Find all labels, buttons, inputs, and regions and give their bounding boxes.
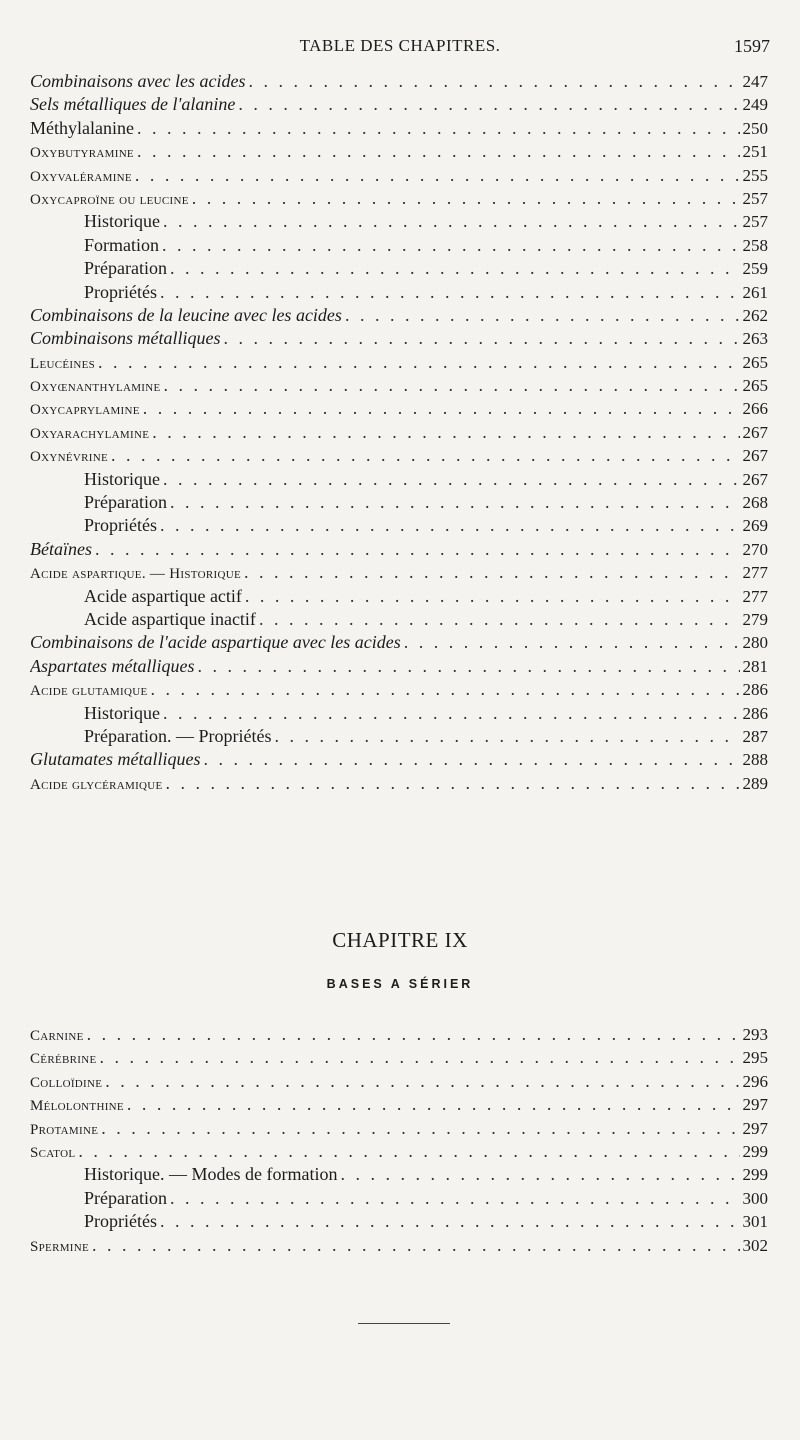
- toc-entry-label: Propriétés: [84, 515, 157, 536]
- dot-leader: [238, 93, 739, 116]
- toc-entry-label: Acide aspartique inactif: [84, 608, 256, 629]
- dot-leader: [152, 421, 739, 444]
- toc-entry-page: 267: [742, 446, 768, 466]
- toc-entry-page: 268: [742, 493, 768, 513]
- toc-entry: [30, 1234, 768, 1257]
- toc-entry-page: 288: [742, 750, 768, 770]
- running-title: TABLE DES CHAPITRES.: [299, 36, 501, 55]
- closing-rule: [358, 1323, 450, 1324]
- toc-entry: [30, 1070, 768, 1093]
- toc-entry-page: 280: [742, 633, 768, 653]
- dot-leader: [160, 281, 740, 304]
- toc-entry-page: 257: [742, 188, 768, 208]
- toc-entry: [30, 374, 768, 397]
- toc-entry-page: 261: [742, 282, 768, 302]
- toc-entry: [30, 210, 768, 233]
- dot-leader: [98, 351, 739, 374]
- toc-entry-label: Méthylalanine: [30, 117, 134, 138]
- toc-entry: [30, 187, 768, 210]
- dot-leader: [245, 585, 740, 608]
- toc-entry-label: Oxycaproïne ou leucine: [30, 191, 189, 208]
- toc-entry: [30, 1140, 768, 1163]
- toc-entry: [30, 585, 768, 608]
- toc-entry: [30, 1023, 768, 1046]
- toc-entry-page: 289: [742, 773, 768, 793]
- toc-entry-label: Mélolonthine: [30, 1098, 124, 1115]
- toc-entry: [30, 655, 768, 678]
- toc-entry-page: 255: [742, 165, 768, 185]
- toc-entry-page: 281: [742, 656, 768, 676]
- toc-entry: [30, 1117, 768, 1140]
- dot-leader: [92, 1234, 739, 1257]
- toc-entry-page: 302: [742, 1235, 768, 1255]
- toc-entry-label: Propriétés: [84, 281, 157, 302]
- toc-section-2: [30, 1023, 768, 1257]
- dot-leader: [244, 561, 740, 584]
- toc-entry-label: Acide aspartique. — Historique: [30, 566, 241, 583]
- toc-entry-page: 267: [742, 469, 768, 489]
- chapter-heading: CHAPITRE IX: [332, 928, 468, 952]
- dot-leader: [160, 514, 740, 537]
- toc-entry: [30, 1187, 768, 1210]
- toc-entry-label: Oxycaprylamine: [30, 402, 140, 419]
- toc-entry-page: 251: [742, 142, 768, 162]
- dot-leader: [164, 374, 740, 397]
- toc-entry: [30, 70, 768, 93]
- toc-entry-label: Oxybutyramine: [30, 145, 134, 162]
- toc-entry-page: 263: [742, 329, 768, 349]
- toc-entry-page: 257: [742, 212, 768, 232]
- toc-entry: [30, 351, 768, 374]
- toc-entry: [30, 421, 768, 444]
- toc-entry: [30, 748, 768, 771]
- dot-leader: [163, 468, 740, 491]
- toc-entry-page: 265: [742, 352, 768, 372]
- toc-entry-page: 300: [742, 1188, 768, 1208]
- toc-entry-label: Carnine: [30, 1028, 84, 1044]
- page-number: 1597: [734, 36, 770, 56]
- toc-entry-label: Bétaïnes: [30, 538, 92, 559]
- dot-leader: [166, 772, 740, 795]
- toc-entry: [30, 1093, 768, 1116]
- toc-entry: [30, 281, 768, 304]
- dot-leader: [160, 1210, 740, 1233]
- dot-leader: [143, 397, 740, 420]
- dot-leader: [87, 1023, 740, 1046]
- dot-leader: [135, 164, 740, 187]
- dot-leader: [345, 304, 740, 327]
- dot-leader: [198, 655, 740, 678]
- toc-entry-page: 277: [742, 586, 768, 606]
- toc-entry-label: Formation: [84, 234, 159, 255]
- toc-entry: [30, 1210, 768, 1233]
- toc-entry-page: 250: [742, 118, 768, 138]
- dot-leader: [111, 444, 740, 467]
- dot-leader: [340, 1163, 739, 1186]
- toc-entry-label: Historique: [84, 702, 160, 723]
- toc-entry: [30, 561, 768, 584]
- toc-entry-page: 259: [742, 259, 768, 279]
- toc-entry: [30, 234, 768, 257]
- toc-entry-page: 301: [742, 1212, 768, 1232]
- toc-entry-page: 266: [742, 399, 768, 419]
- dot-leader: [203, 748, 739, 771]
- toc-entry: [30, 327, 768, 350]
- toc-entry-label: Historique. — Modes de formation: [84, 1164, 338, 1185]
- toc-entry-label: Historique: [84, 468, 160, 489]
- toc-entry-label: Propriétés: [84, 1211, 157, 1232]
- toc-entry-label: Historique: [84, 211, 160, 232]
- dot-leader: [163, 210, 740, 233]
- toc-entry-page: 299: [742, 1141, 768, 1161]
- dot-leader: [170, 1187, 740, 1210]
- toc-entry: [30, 140, 768, 163]
- toc-entry-label: Scatol: [30, 1144, 76, 1161]
- toc-entry: [30, 444, 768, 467]
- toc-entry: [30, 1046, 768, 1069]
- toc-entry: [30, 397, 768, 420]
- toc-section-1: [30, 70, 768, 795]
- toc-entry: [30, 514, 768, 537]
- toc-entry-label: Préparation. — Propriétés: [84, 725, 272, 746]
- toc-entry: [30, 164, 768, 187]
- toc-entry-label: Acide aspartique actif: [84, 585, 242, 606]
- toc-entry-page: 270: [742, 539, 768, 559]
- dot-leader: [170, 491, 740, 514]
- toc-entry-label: Oxynévrine: [30, 449, 108, 466]
- toc-entry: [30, 772, 768, 795]
- toc-entry: [30, 538, 768, 561]
- toc-entry-label: Cérébrine: [30, 1051, 97, 1068]
- dot-leader: [137, 140, 740, 163]
- toc-entry: [30, 257, 768, 280]
- toc-entry-label: Acide glycéramique: [30, 776, 163, 793]
- toc-entry-label: Oxyarachylamine: [30, 425, 150, 442]
- toc-entry-page: 247: [742, 72, 768, 91]
- toc-entry-label: Leucéines: [30, 355, 96, 372]
- toc-entry-page: 262: [742, 305, 768, 325]
- toc-entry-page: 299: [742, 1165, 768, 1185]
- toc-entry: [30, 678, 768, 701]
- toc-entry-label: Oxyvaléramine: [30, 168, 132, 185]
- toc-entry: [30, 631, 768, 654]
- toc-entry-label: Aspartates métalliques: [30, 655, 195, 676]
- dot-leader: [248, 70, 739, 93]
- dot-leader: [274, 725, 739, 748]
- toc-entry-label: Préparation: [84, 1187, 167, 1208]
- toc-entry-page: 287: [742, 726, 768, 746]
- toc-entry: [30, 608, 768, 631]
- dot-leader: [224, 327, 740, 350]
- toc-entry-page: 265: [742, 376, 768, 396]
- toc-entry-page: 286: [742, 680, 768, 700]
- dot-leader: [105, 1070, 739, 1093]
- toc-entry-label: Combinaisons de l'acide aspartique avec les acides: [30, 632, 401, 653]
- toc-entry-label: Glutamates métalliques: [30, 749, 201, 770]
- toc-entry: [30, 304, 768, 327]
- toc-entry-label: Combinaisons de la leucine avec les acides: [30, 304, 342, 325]
- toc-entry-label: Préparation: [84, 492, 167, 513]
- toc-entry-page: 293: [742, 1025, 768, 1044]
- dot-leader: [163, 702, 740, 725]
- page-header: [30, 36, 770, 60]
- toc-entry-label: Protamine: [30, 1121, 99, 1138]
- toc-entry-label: Acide glutamique: [30, 683, 148, 700]
- toc-entry-page: 277: [742, 563, 768, 583]
- dot-leader: [99, 1046, 739, 1069]
- toc-entry-page: 286: [742, 703, 768, 723]
- toc-entry-label: Préparation: [84, 258, 167, 279]
- chapter-subtitle: BASES A SÉRIER: [326, 977, 474, 991]
- dot-leader: [404, 631, 740, 654]
- dot-leader: [101, 1117, 739, 1140]
- toc-entry-label: Colloïdine: [30, 1074, 103, 1091]
- toc-entry-page: 258: [742, 235, 768, 255]
- toc-entry: [30, 702, 768, 725]
- toc-entry: [30, 491, 768, 514]
- dot-leader: [78, 1140, 739, 1163]
- dot-leader: [259, 608, 740, 631]
- toc-entry-page: 297: [742, 1095, 768, 1115]
- toc-entry: [30, 468, 768, 491]
- dot-leader: [137, 117, 740, 140]
- toc-entry: [30, 117, 768, 140]
- toc-entry-page: 296: [742, 1071, 768, 1091]
- dot-leader: [151, 678, 740, 701]
- toc-entry-page: 249: [742, 95, 768, 115]
- toc-entry-page: 279: [742, 609, 768, 629]
- dot-leader: [95, 538, 740, 561]
- toc-entry: [30, 93, 768, 116]
- dot-leader: [127, 1093, 740, 1116]
- toc-entry-page: 267: [742, 422, 768, 442]
- toc-entry: [30, 1163, 768, 1186]
- toc-entry-page: 269: [742, 516, 768, 536]
- dot-leader: [162, 234, 740, 257]
- toc-entry-label: Combinaisons métalliques: [30, 328, 221, 349]
- toc-entry-label: Combinaisons avec les acides: [30, 71, 246, 91]
- toc-entry: [30, 725, 768, 748]
- dot-leader: [192, 187, 740, 210]
- toc-entry-page: 295: [742, 1048, 768, 1068]
- toc-entry-label: Oxyœnanthylamine: [30, 379, 161, 396]
- toc-entry-label: Sels métalliques de l'alanine: [30, 94, 236, 115]
- toc-entry-page: 297: [742, 1118, 768, 1138]
- toc-entry-label: Spermine: [30, 1238, 90, 1255]
- dot-leader: [170, 257, 740, 280]
